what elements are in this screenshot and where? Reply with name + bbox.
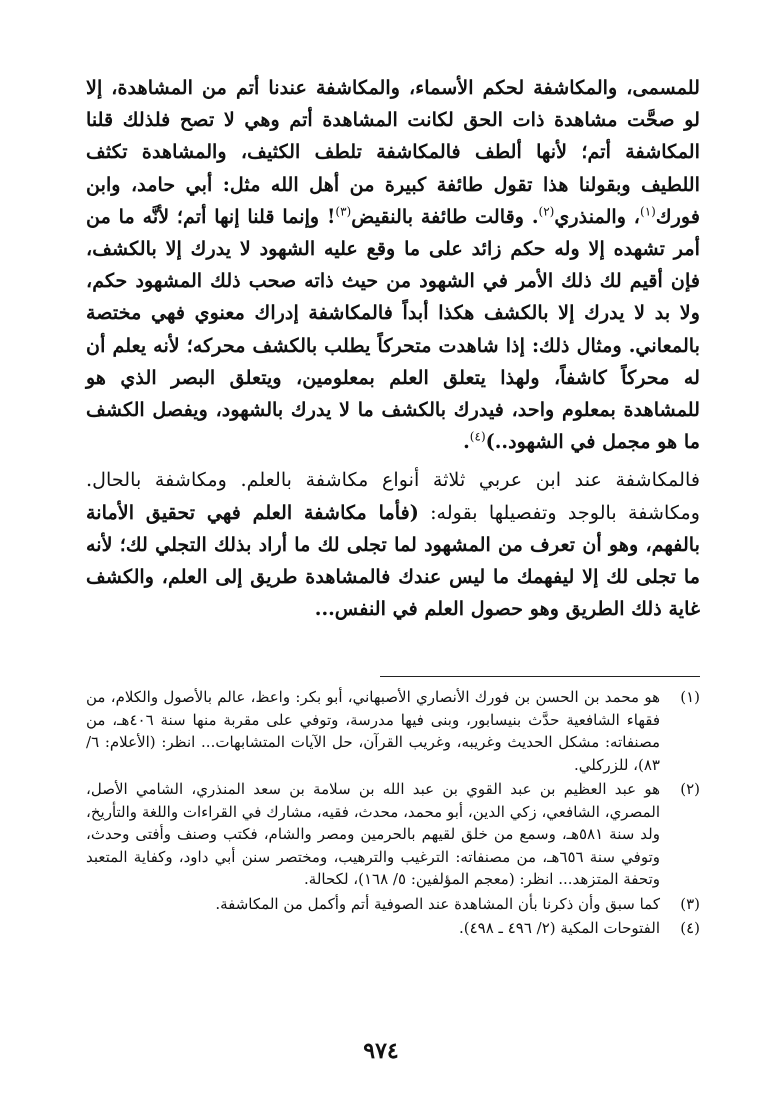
page-number: ٩٧٤	[363, 1038, 399, 1064]
paragraph-1-end: .	[463, 430, 470, 454]
footnote-3	[86, 893, 700, 916]
footnote-ref-3: (٣)	[335, 204, 352, 219]
footnote-number: (٣)	[680, 894, 700, 913]
footnote-number: (١)	[680, 688, 700, 706]
footnote-ref-4: (٤)	[469, 429, 486, 444]
footnote-number: (٢)	[680, 780, 700, 798]
footnote-text: هو محمد بن الحسن بن فورك الأنصاري الأصبهاني، أبو بكر: واعظ، عالم بالأصول والكلام، من فقهاء الشافعية حدَّث بنيسابور، وبنى فيها مدرسة، وتوفي على مقربة منها سنة ٤٠٦هـ، من مصنفاته: مشكل الحديث وغريبه، وغريب القرآن، حل الآيات المتشابهات... انظر: (الأعلام: ٦/ ٨٣)، للزركلي.	[86, 688, 660, 774]
paragraph-2-normal: فالمكاشفة عند ابن عربي ثلاثة أنواع مكاشفة بالعلم. ومكاشفة بالحال. ومكاشفة بالوجد وتفصيلها بقوله:	[86, 468, 701, 524]
footnote-text: هو عبد العظيم بن عبد القوي بن عبد الله بن سلامة بن سعد المنذري، الشامي الأصل، المصري، الشافعي، زكي الدين، أبو محمد، محدث، فقيه، مشارك في القراءات واللغة والتأريخ، ولد سنة ٥٨١هـ، وسمع من خلق لقيهم بالحرمين ومصر والشام، فكتب وصنف وأفتى وحدث، وتوفي سنة ٦٥٦هـ، من مصنفاته: الترغيب والترهيب، ومختصر سنن أبي داود، وكفاية المتعبد وتحفة المتزهد... انظر: (معجم المؤلفين: ٥/ ١٦٨)، لكحالة.	[86, 780, 660, 888]
paragraph-1	[86, 72, 700, 458]
footnote-1	[86, 686, 700, 776]
footnote-text: كما سبق وأن ذكرنا بأن المشاهدة عند الصوفية أتم وأكمل من المكاشفة.	[215, 894, 660, 913]
paragraph-1-text: للمسمى، والمكاشفة لحكم الأسماء، والمكاشفة عندنا أتم من المشاهدة، إلا لو صحَّت مشاهدة ذات الحق لكانت المشاهدة أتم وهي لا تصح فلذلك قلنا المكاشفة أتم؛ لأنها ألطف فالمكاشفة تلطف الكثيف، والمشاهدة تكثف اللطيف وبقولنا هذا تقول طائفة كبيرة من أهل الله مثل: أبي حامد، وابن فورك	[86, 76, 700, 228]
paragraph-2-bold: (فأما مكاشفة العلم فهي تحقيق الأمانة بالفهم، وهو أن تعرف من المشهود لما تجلى لك ما أراد بذلك التجلي لك؛ لأنه ما تجلى لك إلا ليفهمك ما ليس عندك فالمشاهدة طريق إلى العلم، والكشف غاية ذلك الطريق وهو حصول العلم في النفس...	[86, 500, 700, 621]
footnote-ref-1: (١)	[640, 204, 656, 219]
footnote-4	[86, 917, 700, 940]
footnotes	[86, 686, 700, 942]
footnote-number: (٤)	[680, 919, 700, 937]
footnote-divider	[380, 676, 700, 677]
paragraph-2	[86, 464, 700, 625]
paragraph-1-part-3: . وقالت طائفة بالنقيض	[351, 204, 539, 228]
paragraph-1-part-2: ، والمنذري	[554, 204, 640, 228]
footnote-2	[86, 778, 700, 891]
paragraph-1-part-4: ! وإنما قلنا إنها أتم؛ لأنَّه ما من أمر تشهده إلا وله حكم زائد على ما وقع عليه الشهود لا يدرك إلا بالكشف، فإن أقيم لك ذلك الأمر في الشهود من حيث ذاته صحب ذلك المشهود حكم، ولا بد لا يدرك إلا بالكشف هكذا أبداً فالمكاشفة إدراك معنوي فهي مختصة بالمعاني. ومثال ذلك: إذا شاهدت متحركاً يطلب بالكشف محركه؛ لأنه يعلم أن له محركاً كاشفاً، ولهذا يتعلق العلم بمعلومين، ويتعلق البصر الذي هو للمشاهدة بمعلوم واحد، فيدرك بالكشف ما لا يدرك بالشهود، ويفصل الكشف ما هو مجمل في الشهود..)	[86, 204, 700, 454]
footnote-text: الفتوحات المكية (٢/ ٤٩٦ ـ ٤٩٨).	[458, 919, 660, 937]
main-text	[86, 72, 700, 625]
footnote-ref-2: (٢)	[538, 204, 555, 219]
